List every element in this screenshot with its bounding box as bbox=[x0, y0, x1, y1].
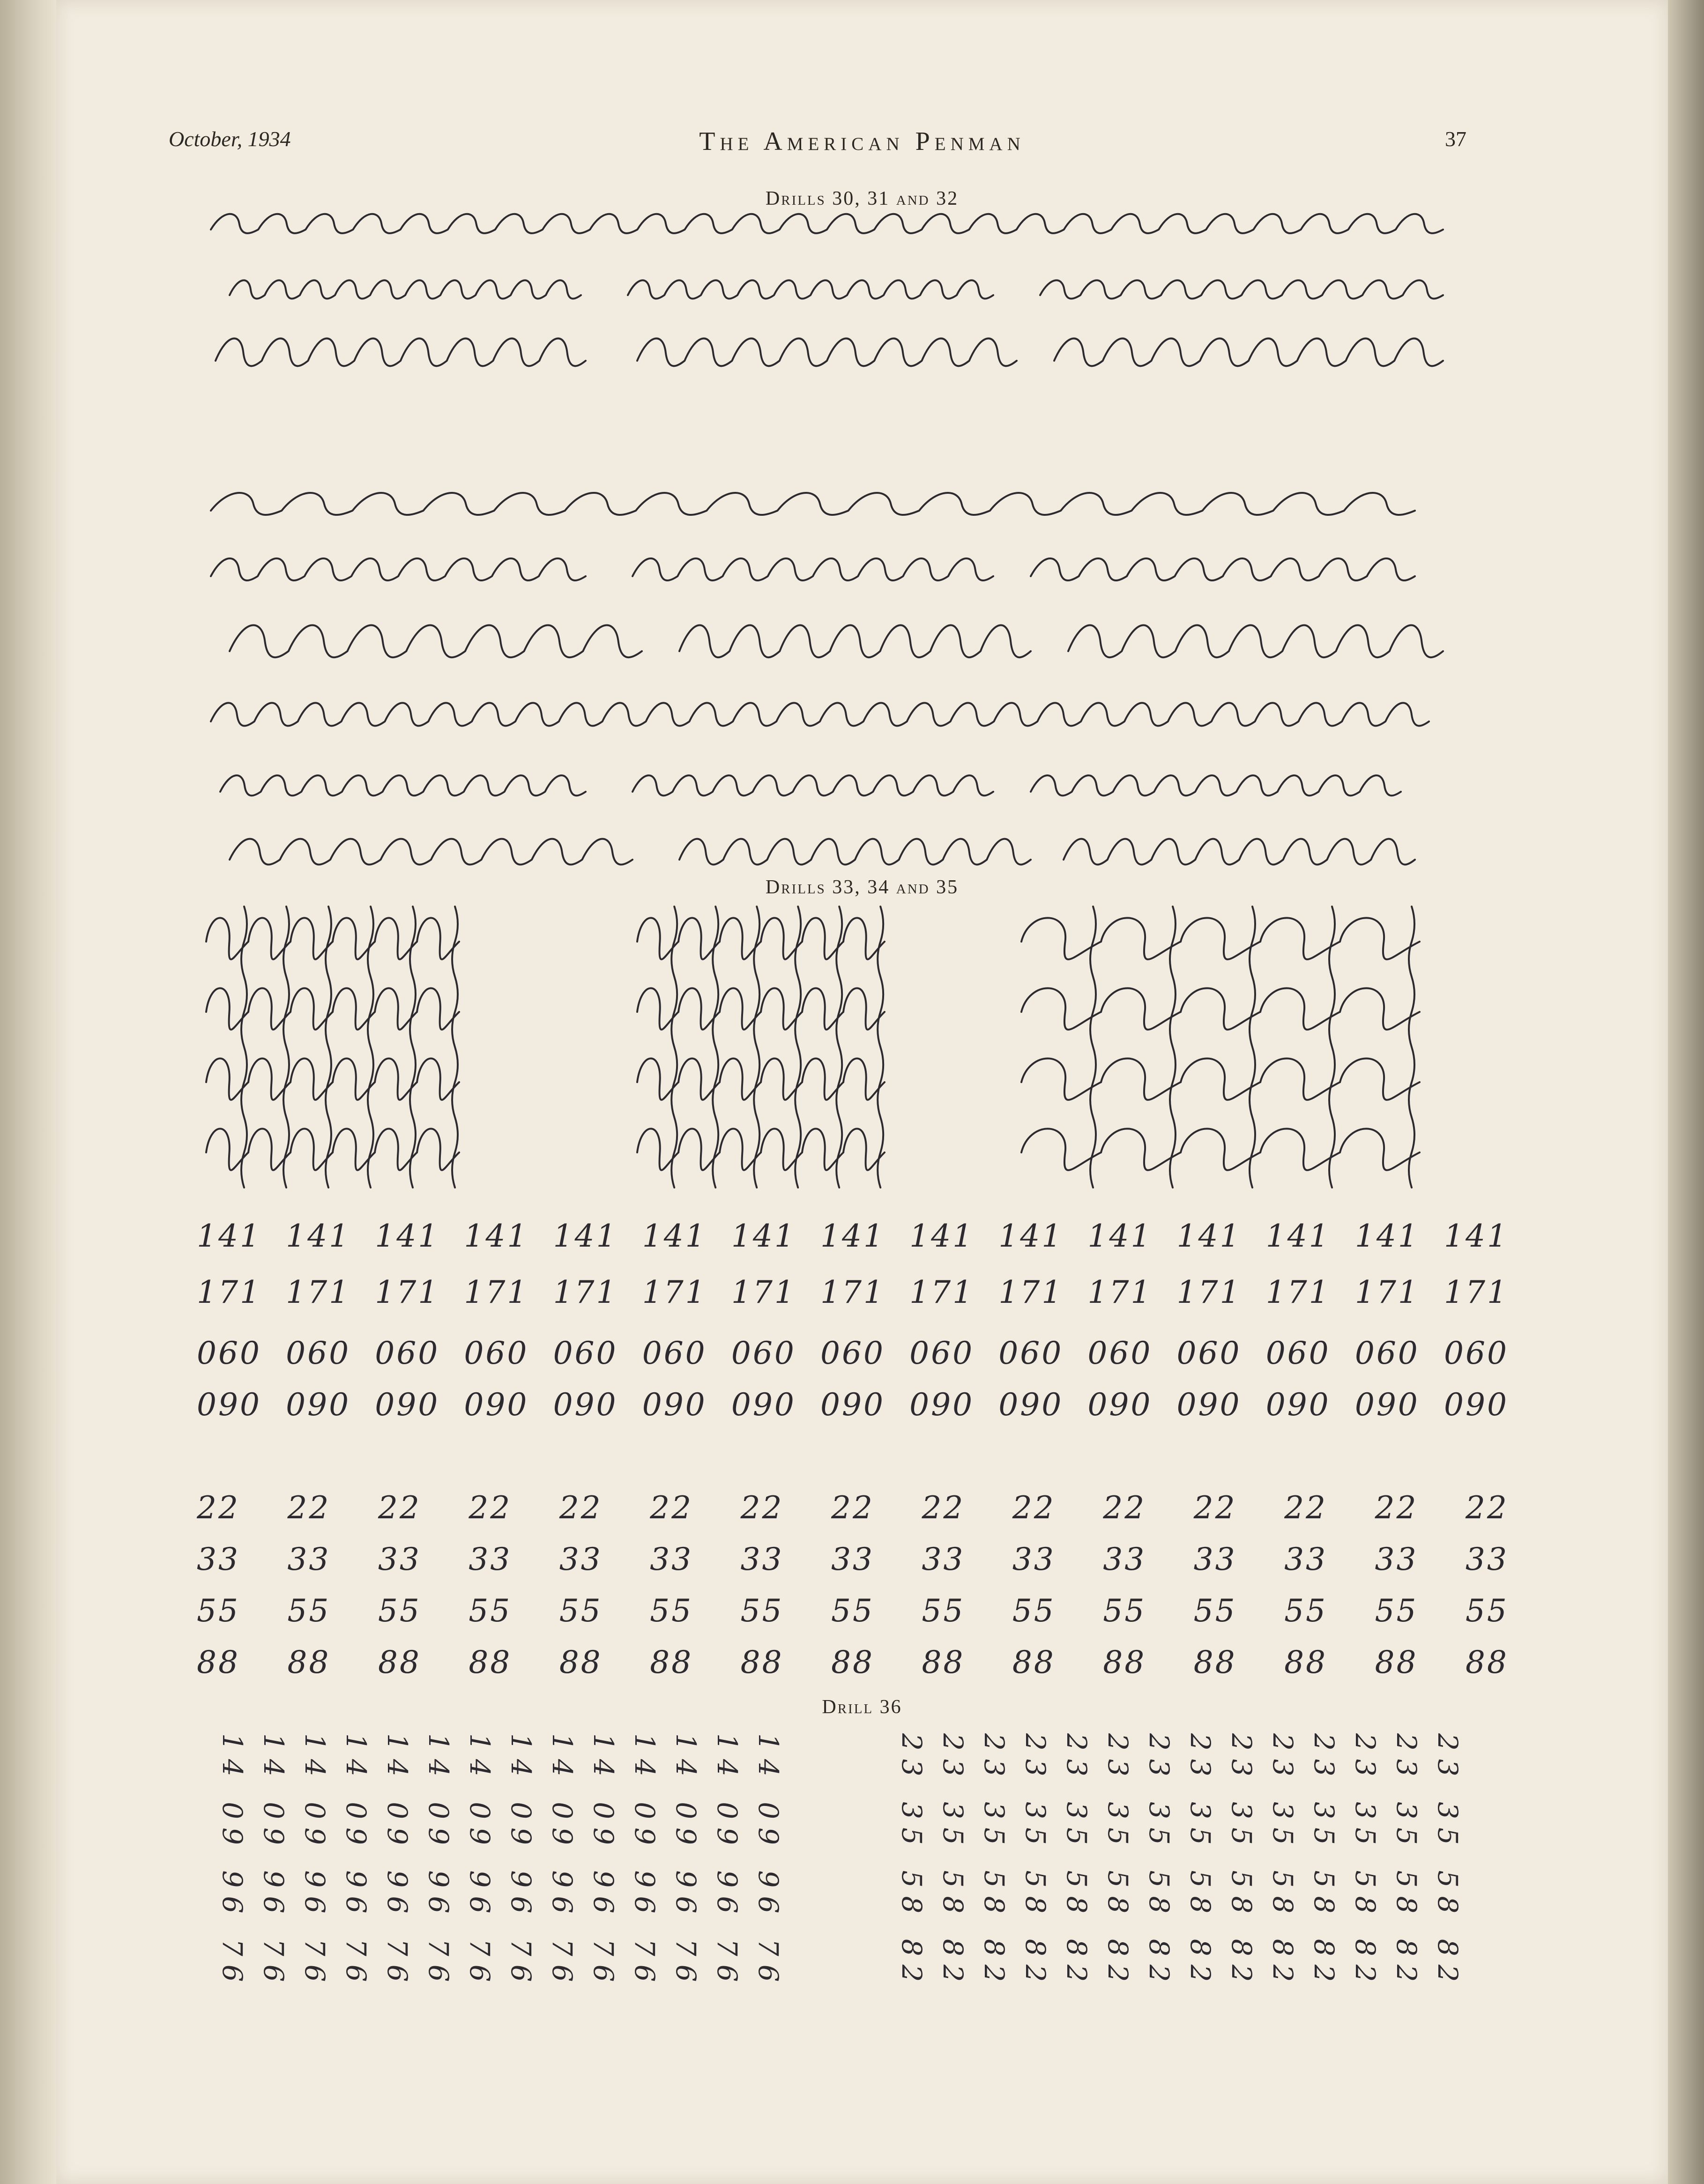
figure-item: 55 bbox=[650, 1593, 693, 1629]
figure-item: 22 bbox=[197, 1490, 240, 1526]
page-binding bbox=[0, 0, 56, 2184]
figure-item: 55 bbox=[1193, 1593, 1237, 1629]
figure-item: 141 bbox=[1354, 1218, 1420, 1254]
figure-item: 171 bbox=[197, 1274, 261, 1310]
figure-item: 88 bbox=[378, 1644, 421, 1680]
caption-drills-30-32: Drills 30, 31 and 32 bbox=[765, 188, 959, 209]
figure-item: 22 bbox=[831, 1490, 874, 1526]
grid-m-letter bbox=[1101, 1058, 1181, 1099]
figure-item: 88 bbox=[1103, 1644, 1146, 1680]
drill-36-column: 14 09 96 76 bbox=[670, 1733, 702, 1991]
cursive-rr-row-2-part-2 bbox=[632, 775, 993, 795]
drill-36-column: 23 35 58 82 bbox=[1432, 1733, 1464, 1991]
figure-item: 33 bbox=[831, 1541, 874, 1577]
figure-item: 55 bbox=[1465, 1593, 1509, 1629]
figure-item: 33 bbox=[1375, 1541, 1418, 1577]
figure-item: 171 bbox=[820, 1274, 885, 1310]
grid-a-connector bbox=[283, 906, 289, 1188]
cursive-river-row-part-1 bbox=[216, 338, 586, 366]
cursive-r-row-1-part-1 bbox=[211, 214, 1443, 233]
cursive-r-row-2-part-3 bbox=[1040, 280, 1443, 298]
grid-m-connector bbox=[1329, 906, 1335, 1188]
grid-m-letter bbox=[1340, 1129, 1420, 1170]
figure-item: 88 bbox=[197, 1644, 240, 1680]
drill-36-column: 23 35 58 82 bbox=[1019, 1733, 1051, 1991]
figure-row-090 bbox=[197, 1387, 1509, 1423]
figure-item: 55 bbox=[1375, 1593, 1418, 1629]
figure-item: 060 bbox=[642, 1335, 707, 1371]
figure-item: 171 bbox=[1087, 1274, 1153, 1310]
figure-item: 090 bbox=[731, 1387, 796, 1423]
figure-item: 141 bbox=[1265, 1218, 1331, 1254]
figure-item: 88 bbox=[1375, 1644, 1418, 1680]
letter-grid-drills bbox=[206, 906, 1420, 1188]
penmanship-drills-drawing bbox=[56, 0, 1668, 2184]
figure-item: 33 bbox=[469, 1541, 512, 1577]
cursive-rr-row-2-part-1 bbox=[220, 775, 586, 795]
grid-a-connector bbox=[410, 906, 416, 1188]
figure-item: 55 bbox=[559, 1593, 603, 1629]
figure-item: 141 bbox=[1176, 1218, 1242, 1254]
figure-item: 22 bbox=[922, 1490, 965, 1526]
grid-m-letter bbox=[1260, 918, 1340, 959]
drill-36-column: 23 35 58 82 bbox=[1267, 1733, 1299, 1991]
figure-item: 55 bbox=[922, 1593, 965, 1629]
drill-36-column: 14 09 96 76 bbox=[299, 1733, 331, 1991]
drill-36-column: 23 35 58 82 bbox=[896, 1733, 928, 1991]
header-date: October, 1934 bbox=[169, 127, 291, 151]
figure-item: 090 bbox=[1444, 1387, 1509, 1423]
figure-item: 171 bbox=[998, 1274, 1064, 1310]
cursive-s-row-2-part-3 bbox=[1031, 558, 1415, 580]
figure-item: 88 bbox=[469, 1644, 512, 1680]
figure-item: 171 bbox=[553, 1274, 618, 1310]
figure-item: 33 bbox=[1284, 1541, 1328, 1577]
grid-c-connector bbox=[878, 906, 883, 1188]
cursive-r-row-2-part-1 bbox=[230, 280, 581, 298]
figure-item: 141 bbox=[464, 1218, 529, 1254]
figure-item: 060 bbox=[1265, 1335, 1331, 1371]
figure-item: 88 bbox=[1284, 1644, 1328, 1680]
figure-item: 141 bbox=[1444, 1218, 1509, 1254]
figure-row-22 bbox=[197, 1490, 1509, 1526]
grid-m-letter bbox=[1340, 918, 1420, 959]
figure-item: 171 bbox=[642, 1274, 707, 1310]
drill-36-column: 23 35 58 82 bbox=[978, 1733, 1010, 1991]
grid-m-connector bbox=[1170, 906, 1176, 1188]
figure-item: 060 bbox=[286, 1335, 351, 1371]
figure-item: 55 bbox=[740, 1593, 784, 1629]
figure-row-55 bbox=[197, 1593, 1509, 1629]
grid-m-letter bbox=[1181, 1129, 1260, 1170]
grid-m-letter bbox=[1021, 988, 1101, 1029]
figure-item: 33 bbox=[922, 1541, 965, 1577]
figure-row-33 bbox=[197, 1541, 1509, 1577]
figure-item: 88 bbox=[740, 1644, 784, 1680]
cursive-rr-row-2-part-3 bbox=[1031, 775, 1401, 795]
figure-item: 141 bbox=[642, 1218, 707, 1254]
drill-36-column: 14 09 96 76 bbox=[216, 1733, 248, 1991]
magazine-page bbox=[56, 0, 1668, 2184]
cursive-masses-row-part-2 bbox=[679, 625, 1031, 658]
figure-item: 060 bbox=[553, 1335, 618, 1371]
figure-item: 88 bbox=[287, 1644, 331, 1680]
drill-36-column: 14 09 96 76 bbox=[381, 1733, 413, 1991]
figure-item: 060 bbox=[909, 1335, 975, 1371]
figure-item: 88 bbox=[559, 1644, 603, 1680]
grid-m-letter bbox=[1021, 1129, 1101, 1170]
figure-item: 88 bbox=[1465, 1644, 1509, 1680]
figure-item: 141 bbox=[820, 1218, 885, 1254]
drill-36-column: 23 35 58 82 bbox=[1184, 1733, 1216, 1991]
figure-item: 090 bbox=[642, 1387, 707, 1423]
caption-drills-33-35: Drills 33, 34 and 35 bbox=[765, 877, 959, 898]
figure-item: 171 bbox=[286, 1274, 351, 1310]
drill-36-column: 14 09 96 76 bbox=[752, 1733, 784, 1991]
figure-item: 171 bbox=[375, 1274, 440, 1310]
figure-item: 090 bbox=[820, 1387, 885, 1423]
figure-item: 090 bbox=[286, 1387, 351, 1423]
figure-item: 88 bbox=[1012, 1644, 1056, 1680]
figure-item: 22 bbox=[1465, 1490, 1509, 1526]
grid-m-letter bbox=[1021, 918, 1101, 959]
figure-row-060 bbox=[197, 1335, 1509, 1371]
grid-m-letter bbox=[1340, 1058, 1420, 1099]
page-right-edge bbox=[1668, 0, 1704, 2184]
drill-36-column: 23 35 58 82 bbox=[1061, 1733, 1093, 1991]
figure-item: 090 bbox=[375, 1387, 440, 1423]
figure-item: 060 bbox=[820, 1335, 885, 1371]
drill-36-column: 14 09 96 76 bbox=[629, 1733, 661, 1991]
grid-c-connector bbox=[836, 906, 842, 1188]
figure-item: 55 bbox=[1103, 1593, 1146, 1629]
figure-item: 141 bbox=[998, 1218, 1064, 1254]
figure-item: 22 bbox=[1012, 1490, 1056, 1526]
grid-c-connector bbox=[671, 906, 677, 1188]
figure-item: 88 bbox=[831, 1644, 874, 1680]
figure-item: 060 bbox=[197, 1335, 261, 1371]
header-page-number: 37 bbox=[1445, 127, 1466, 151]
grid-a-connector bbox=[368, 906, 373, 1188]
figure-item: 090 bbox=[1176, 1387, 1242, 1423]
figure-item: 141 bbox=[1087, 1218, 1153, 1254]
figure-item: 33 bbox=[378, 1541, 421, 1577]
grid-m-letter bbox=[1260, 1058, 1340, 1099]
grid-m-letter bbox=[1181, 1058, 1260, 1099]
figure-item: 33 bbox=[197, 1541, 240, 1577]
figure-item: 55 bbox=[197, 1593, 240, 1629]
grid-c-connector bbox=[754, 906, 759, 1188]
figure-item: 171 bbox=[909, 1274, 975, 1310]
figure-item: 060 bbox=[1354, 1335, 1420, 1371]
figure-item: 141 bbox=[909, 1218, 975, 1254]
figure-item: 55 bbox=[1284, 1593, 1328, 1629]
grid-a-connector bbox=[452, 906, 458, 1188]
cursive-masses-row-part-3 bbox=[1068, 625, 1443, 658]
grid-c-connector bbox=[795, 906, 801, 1188]
figure-item: 171 bbox=[1444, 1274, 1509, 1310]
drill-36-column: 23 35 58 82 bbox=[1143, 1733, 1175, 1991]
cursive-murmur-row-part-3 bbox=[1064, 839, 1415, 865]
figure-item: 090 bbox=[553, 1387, 618, 1423]
grid-m-letter bbox=[1101, 1129, 1181, 1170]
drill-36-column: 14 09 96 76 bbox=[588, 1733, 619, 1991]
drill-36-column: 23 35 58 82 bbox=[1226, 1733, 1258, 1991]
cursive-s-row-2-part-2 bbox=[632, 558, 993, 580]
figure-item: 141 bbox=[731, 1218, 796, 1254]
figure-item: 141 bbox=[553, 1218, 618, 1254]
figure-item: 060 bbox=[998, 1335, 1064, 1371]
figure-item: 22 bbox=[740, 1490, 784, 1526]
figure-item: 33 bbox=[559, 1541, 603, 1577]
drill-36-column: 14 09 96 76 bbox=[546, 1733, 578, 1991]
figure-item: 090 bbox=[1087, 1387, 1153, 1423]
figure-item: 22 bbox=[1375, 1490, 1418, 1526]
figure-item: 22 bbox=[650, 1490, 693, 1526]
figure-item: 33 bbox=[1465, 1541, 1509, 1577]
figure-item: 22 bbox=[559, 1490, 603, 1526]
figure-item: 060 bbox=[375, 1335, 440, 1371]
grid-m-letter bbox=[1260, 1129, 1340, 1170]
figure-item: 55 bbox=[1012, 1593, 1056, 1629]
figure-item: 22 bbox=[287, 1490, 331, 1526]
cursive-rr-row-1-part-1 bbox=[211, 703, 1429, 726]
figure-row-141 bbox=[197, 1218, 1509, 1254]
cursive-r-row-2-part-2 bbox=[628, 280, 993, 298]
figure-item: 171 bbox=[1265, 1274, 1331, 1310]
figure-item: 171 bbox=[464, 1274, 529, 1310]
figure-item: 090 bbox=[909, 1387, 975, 1423]
grid-m-letter bbox=[1181, 918, 1260, 959]
figure-item: 171 bbox=[1354, 1274, 1420, 1310]
figure-item: 060 bbox=[1176, 1335, 1242, 1371]
grid-m-connector bbox=[1090, 906, 1096, 1188]
grid-m-letter bbox=[1181, 988, 1260, 1029]
figure-item: 22 bbox=[378, 1490, 421, 1526]
drill-36-column: 23 35 58 82 bbox=[1102, 1733, 1134, 1991]
drill-36-column: 14 09 96 76 bbox=[340, 1733, 372, 1991]
figure-item: 88 bbox=[650, 1644, 693, 1680]
figure-item: 060 bbox=[1087, 1335, 1153, 1371]
figure-item: 090 bbox=[197, 1387, 261, 1423]
figure-item: 88 bbox=[1193, 1644, 1237, 1680]
figure-item: 33 bbox=[1193, 1541, 1237, 1577]
cursive-masses-row-part-1 bbox=[230, 625, 642, 658]
figure-item: 33 bbox=[740, 1541, 784, 1577]
cursive-drills bbox=[211, 214, 1443, 865]
figure-item: 88 bbox=[922, 1644, 965, 1680]
figure-item: 090 bbox=[464, 1387, 529, 1423]
grid-m-letter bbox=[1260, 988, 1340, 1029]
figure-item: 33 bbox=[1103, 1541, 1146, 1577]
grid-a-connector bbox=[241, 906, 247, 1188]
figure-item: 33 bbox=[287, 1541, 331, 1577]
cursive-murmur-row-part-2 bbox=[679, 839, 1031, 865]
grid-m-letter bbox=[1101, 918, 1181, 959]
figure-item: 141 bbox=[286, 1218, 351, 1254]
figure-item: 090 bbox=[1354, 1387, 1420, 1423]
cursive-murmur-row-part-1 bbox=[230, 839, 632, 865]
caption-drill-36: Drill 36 bbox=[822, 1696, 902, 1718]
figure-item: 33 bbox=[650, 1541, 693, 1577]
figure-item: 141 bbox=[197, 1218, 261, 1254]
figure-item: 171 bbox=[731, 1274, 796, 1310]
drill-36-column: 14 09 96 76 bbox=[505, 1733, 537, 1991]
drill-36-column: 23 35 58 82 bbox=[1349, 1733, 1381, 1991]
drill-36-column: 23 35 58 82 bbox=[1391, 1733, 1422, 1991]
drill-36-column: 14 09 96 76 bbox=[423, 1733, 454, 1991]
figure-item: 060 bbox=[464, 1335, 529, 1371]
drill-36-column: 14 09 96 76 bbox=[258, 1733, 290, 1991]
figure-row-171 bbox=[197, 1274, 1509, 1310]
figure-item: 22 bbox=[1193, 1490, 1237, 1526]
figure-item: 55 bbox=[831, 1593, 874, 1629]
drill-36-column: 14 09 96 76 bbox=[711, 1733, 743, 1991]
figure-item: 090 bbox=[998, 1387, 1064, 1423]
figure-row-88 bbox=[197, 1644, 1509, 1680]
cursive-s-row-2-part-1 bbox=[211, 558, 586, 580]
figure-item: 55 bbox=[378, 1593, 421, 1629]
drill-36-column: 23 35 58 82 bbox=[1308, 1733, 1340, 1991]
grid-m-letter bbox=[1021, 1058, 1101, 1099]
cursive-river-row-part-2 bbox=[637, 338, 1017, 366]
grid-a-connector bbox=[326, 906, 331, 1188]
cursive-river-row-part-3 bbox=[1054, 338, 1443, 366]
grid-m-connector bbox=[1409, 906, 1414, 1188]
figure-item: 55 bbox=[469, 1593, 512, 1629]
cursive-s-row-1-part-1 bbox=[211, 493, 1415, 515]
figure-item: 22 bbox=[1103, 1490, 1146, 1526]
figure-item: 060 bbox=[731, 1335, 796, 1371]
grid-m-connector bbox=[1250, 906, 1255, 1188]
header-title: The American Penman bbox=[699, 127, 1025, 156]
grid-m-letter bbox=[1101, 988, 1181, 1029]
figure-item: 55 bbox=[287, 1593, 331, 1629]
figure-item: 22 bbox=[469, 1490, 512, 1526]
grid-c-connector bbox=[713, 906, 718, 1188]
figure-item: 171 bbox=[1176, 1274, 1242, 1310]
figure-item: 33 bbox=[1012, 1541, 1056, 1577]
grid-m-letter bbox=[1340, 988, 1420, 1029]
drill-36-column: 14 09 96 76 bbox=[464, 1733, 496, 1991]
figure-item: 090 bbox=[1265, 1387, 1331, 1423]
figure-item: 22 bbox=[1284, 1490, 1328, 1526]
figure-item: 141 bbox=[375, 1218, 440, 1254]
drill-36-column: 23 35 58 82 bbox=[937, 1733, 969, 1991]
figure-item: 060 bbox=[1444, 1335, 1509, 1371]
